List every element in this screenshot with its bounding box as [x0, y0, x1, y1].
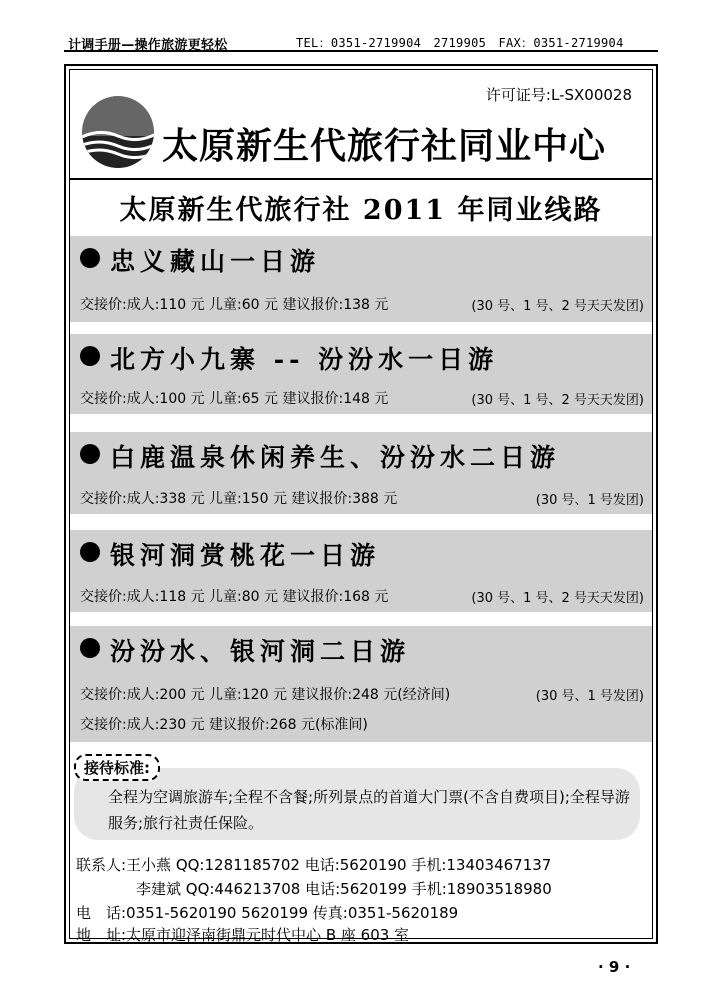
route-schedule: (30 号、1 号、2 号天天发团)	[471, 591, 644, 606]
route-title: 忠义藏山一日游	[80, 242, 320, 278]
license-number: 许可证号:L-SX00028	[485, 86, 632, 104]
company-name: 太原新生代旅行社同业中心	[162, 125, 607, 167]
route-card	[70, 334, 652, 414]
company-logo-icon	[80, 94, 156, 170]
page-number: · 9 ·	[598, 958, 631, 976]
bullet-icon	[80, 542, 100, 562]
bullet-icon	[80, 346, 100, 366]
route-schedule: (30 号、1 号发团)	[535, 493, 644, 508]
route-price: 交接价:成人:230 元 建议报价:268 元(标准间)	[80, 717, 368, 733]
bullet-icon	[80, 444, 100, 464]
route-title: 白鹿温泉休闲养生、汾汾水二日游	[80, 438, 560, 474]
slogan: 计调手册—操作旅游更轻松	[68, 38, 228, 53]
top-contact: TEL：0351-2719904 2719905 FAX：0351-2719904	[296, 36, 624, 50]
route-title: 汾汾水、银河洞二日游	[80, 632, 410, 668]
route-title: 银河洞赏桃花一日游	[80, 536, 380, 572]
route-schedule: (30 号、1 号发团)	[535, 689, 644, 704]
route-title: 北方小九寨 -- 汾汾水一日游	[80, 340, 498, 376]
standard-text: 全程为空调旅游车;全程不含餐;所列景点的首道大门票(不含自费项目);全程导游服务;旅行社责任保险。	[108, 788, 630, 832]
bullet-icon	[80, 248, 100, 268]
ad-frame	[64, 64, 658, 944]
standard-label: 接待标准:	[74, 754, 160, 781]
contact-line: 联系人:王小燕 QQ:1281185702 电话:5620190 手机:13403467137	[76, 856, 552, 874]
ad-inner-frame	[69, 69, 653, 944]
contact-line: 电 话:0351-5620190 5620199 传真:0351-5620189	[76, 904, 459, 922]
headline: 太原新生代旅行社 2011 年同业线路	[119, 195, 603, 226]
top-rule	[64, 50, 658, 52]
route-price: 交接价:成人:110 元 儿童:60 元 建议报价:138 元	[80, 297, 389, 313]
standard-box	[74, 768, 640, 840]
route-price: 交接价:成人:100 元 儿童:65 元 建议报价:148 元	[80, 391, 389, 407]
header-divider	[70, 178, 652, 180]
route-schedule: (30 号、1 号、2 号天天发团)	[471, 393, 644, 408]
route-card	[70, 530, 652, 612]
route-card	[70, 236, 652, 322]
contact-line: 李建斌 QQ:446213708 电话:5620199 手机:18903518980	[76, 880, 552, 898]
contact-line: 地 址:太原市迎泽南街鼎元时代中心 B 座 603 室	[76, 926, 410, 944]
route-price: 交接价:成人:338 元 儿童:150 元 建议报价:388 元	[80, 491, 398, 507]
route-schedule: (30 号、1 号、2 号天天发团)	[471, 299, 644, 314]
route-card	[70, 432, 652, 514]
route-price: 交接价:成人:118 元 儿童:80 元 建议报价:168 元	[80, 589, 389, 605]
bullet-icon	[80, 638, 100, 658]
top-bar	[64, 32, 658, 52]
route-card	[70, 626, 652, 742]
route-price: 交接价:成人:200 元 儿童:120 元 建议报价:248 元(经济间)	[80, 687, 451, 703]
